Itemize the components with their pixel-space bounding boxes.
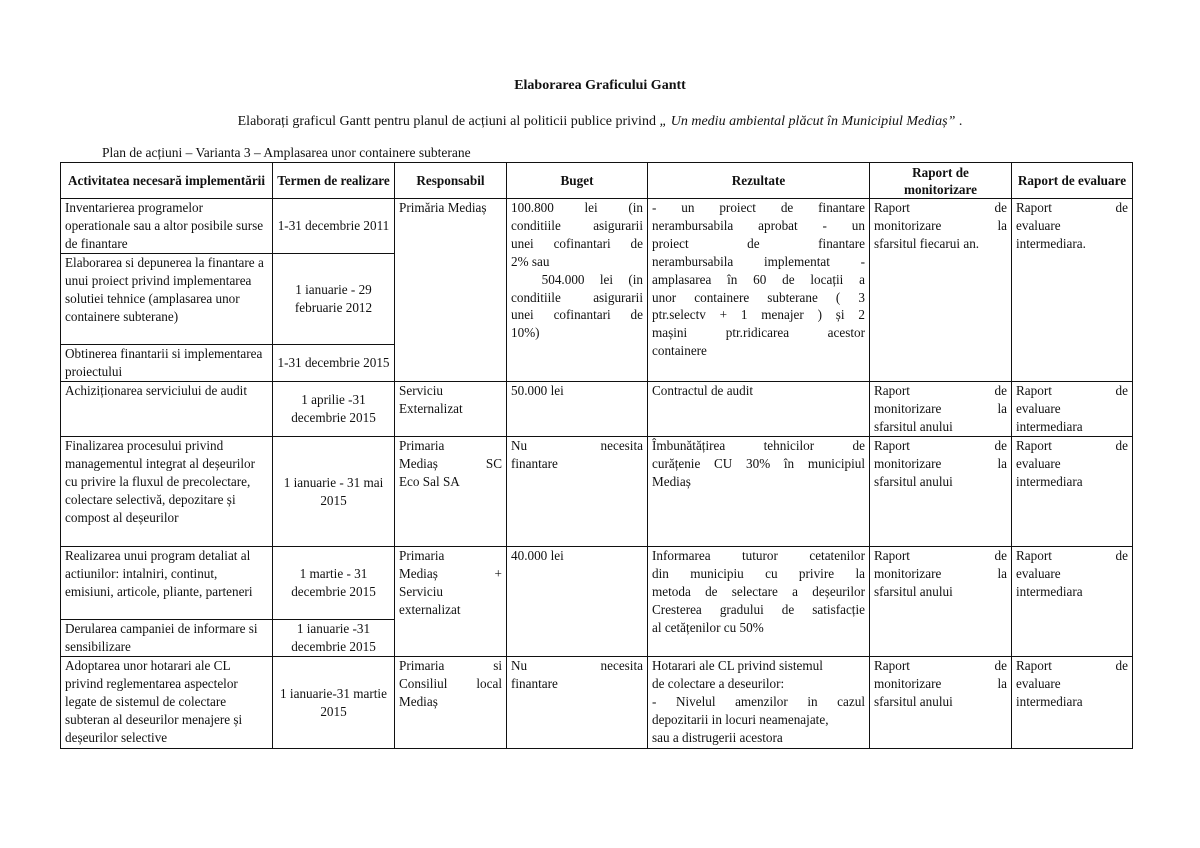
responsible-cell: Primaria si Consiliul local Mediaș bbox=[395, 657, 507, 749]
responsible-cell: Primaria Mediaș SC Eco Sal SA bbox=[395, 437, 507, 547]
activity-cell: Achiziționarea serviciului de audit bbox=[61, 382, 273, 437]
activity-cell: Derularea campaniei de informare si sensibilizare bbox=[61, 620, 273, 657]
activity-cell: Finalizarea procesului privind managementul integrat al deșeurilor cu privire la fluxul de precolectare, colectare selectivă, depozitare și compost al deșeurilor bbox=[61, 437, 273, 547]
monitoring-cell: Raport de monitorizare la sfarsitul fiecarui an. bbox=[870, 199, 1012, 382]
monitoring-cell: Raport de monitorizare la sfarsitul anului bbox=[870, 437, 1012, 547]
budget-cell: 100.800 lei (in conditiile asigurarii unei cofinantari de 2% sau 504.000 lei (in conditiile asigurarii unei cofinantari de 10%) bbox=[507, 199, 648, 382]
header-responsible: Responsabil bbox=[395, 163, 507, 199]
results-cell: Îmbunătățirea tehnicilor de curățenie CU 30% în municipiul Mediaș bbox=[648, 437, 870, 547]
term-cell: 1 ianuarie - 31 mai 2015 bbox=[273, 437, 395, 547]
evaluation-cell: Raport de evaluare intermediara bbox=[1012, 437, 1133, 547]
intro-suffix: . bbox=[958, 114, 963, 129]
responsible-cell: Serviciu Externalizat bbox=[395, 382, 507, 437]
term-cell: 1-31 decembrie 2011 bbox=[273, 199, 395, 254]
term-cell: 1-31 decembrie 2015 bbox=[273, 345, 395, 382]
term-cell: 1 aprilie -31 decembrie 2015 bbox=[273, 382, 395, 437]
action-plan-table bbox=[60, 162, 1133, 749]
budget-cell: Nu necesita finantare bbox=[507, 437, 648, 547]
budget-cell: 50.000 lei bbox=[507, 382, 648, 437]
evaluation-cell: Raport de evaluare intermediara bbox=[1012, 547, 1133, 657]
table-header-row bbox=[61, 163, 1133, 199]
evaluation-cell: Raport de evaluare intermediara. bbox=[1012, 199, 1133, 382]
intro-paragraph bbox=[0, 114, 1200, 130]
activity-cell: Realizarea unui program detaliat al actiunilor: intalniri, continut, emisiuni, articole, pliante, parteneri bbox=[61, 547, 273, 620]
budget-cell: Nu necesita finantare bbox=[507, 657, 648, 749]
header-monitoring: Raport de monitorizare bbox=[870, 163, 1012, 199]
table-row bbox=[61, 547, 1133, 620]
header-evaluation: Raport de evaluare bbox=[1012, 163, 1133, 199]
intro-text: Elaborați graficul Gantt pentru planul de acțiuni al politicii publice privind bbox=[237, 114, 660, 129]
document-title: Elaborarea Graficului Gantt bbox=[514, 78, 686, 93]
monitoring-cell: Raport de monitorizare la sfarsitul anului bbox=[870, 657, 1012, 749]
activity-cell: Adoptarea unor hotarari ale CL privind reglementarea aspectelor legate de sistemul de colectare subteran al deseurilor menajere și deșeurilor selective bbox=[61, 657, 273, 749]
responsible-cell: Primaria Mediaș + Serviciu externalizat bbox=[395, 547, 507, 657]
intro-quote: „ Un mediu ambiental plăcut în Municipiul Mediaș” bbox=[659, 114, 959, 129]
header-budget: Buget bbox=[507, 163, 648, 199]
budget-cell: 40.000 lei bbox=[507, 547, 648, 657]
results-cell: Hotarari ale CL privind sistemul de colectare a deseurilor: - Nivelul amenzilor in cazul depozitarii in locuri neamenajate, sau a distrugerii acestora bbox=[648, 657, 870, 749]
table-row bbox=[61, 199, 1133, 254]
results-cell: Contractul de audit bbox=[648, 382, 870, 437]
activity-cell: Elaborarea si depunerea la finantare a unui proiect privind implementarea solutiei tehnice (amplasarea unor containere subterane) bbox=[61, 254, 273, 345]
table-row bbox=[61, 437, 1133, 547]
header-results: Rezultate bbox=[648, 163, 870, 199]
monitoring-cell: Raport de monitorizare la sfarsitul anului bbox=[870, 547, 1012, 657]
monitoring-cell: Raport de monitorizare la sfarsitul anului bbox=[870, 382, 1012, 437]
table-row bbox=[61, 657, 1133, 749]
activity-cell: Inventarierea programelor operationale sau a altor posibile surse de finantare bbox=[61, 199, 273, 254]
plan-label: Plan de acțiuni – Varianta 3 – Amplasarea unor containere subterane bbox=[102, 145, 471, 160]
header-activity: Activitatea necesară implementării bbox=[61, 163, 273, 199]
evaluation-cell: Raport de evaluare intermediara bbox=[1012, 382, 1133, 437]
responsible-cell: Primăria Mediaș bbox=[395, 199, 507, 382]
evaluation-cell: Raport de evaluare intermediara bbox=[1012, 657, 1133, 749]
table-row bbox=[61, 382, 1133, 437]
term-cell: 1 ianuarie - 29 februarie 2012 bbox=[273, 254, 395, 345]
header-term: Termen de realizare bbox=[273, 163, 395, 199]
results-cell: Informarea tuturor cetatenilor din municipiu cu privire la metoda de selectare a deșeurilor Cresterea gradului de satisfacție al cetățenilor cu 50% bbox=[648, 547, 870, 657]
activity-cell: Obtinerea finantarii si implementarea proiectului bbox=[61, 345, 273, 382]
results-cell: - un proiect de finantare nerambursabila aprobat - un proiect de finantare nerambursabila implementat - amplasarea în 60 de locații a unor containere subterane ( 3 ptr.selectv + 1 menajer ) și 2 mașini ptr.ridicarea acestor containere bbox=[648, 199, 870, 382]
term-cell: 1 ianuarie-31 martie 2015 bbox=[273, 657, 395, 749]
term-cell: 1 ianuarie -31 decembrie 2015 bbox=[273, 620, 395, 657]
term-cell: 1 martie - 31 decembrie 2015 bbox=[273, 547, 395, 620]
